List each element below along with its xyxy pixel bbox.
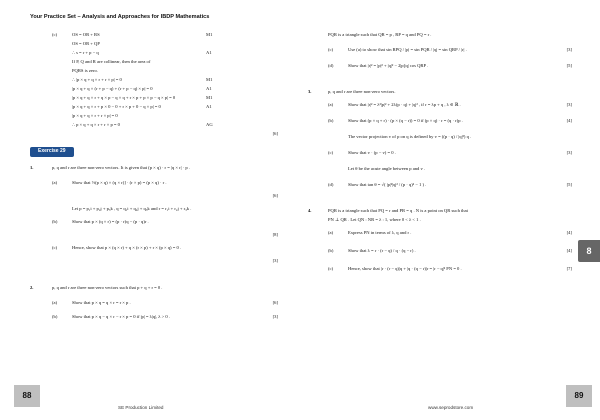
mark-label: [3] [272, 313, 278, 319]
question-part [308, 150, 572, 166]
question-part [30, 86, 278, 95]
question-part [30, 193, 278, 206]
question-part [308, 134, 572, 150]
part-label: (b) [328, 118, 334, 123]
mark-total: [6] [272, 131, 278, 136]
mark-label: [3] [566, 150, 572, 155]
part-text: PQRS is zero. [72, 68, 98, 73]
part-label: (c) [328, 266, 334, 271]
question-stem: PQR is a triangle such that PQ = r and PR = q . N is a point on QR such that [328, 208, 468, 213]
part-label: (b) [328, 248, 334, 253]
question-part [30, 50, 278, 59]
question-part [30, 68, 278, 77]
question-part [308, 47, 572, 63]
mark-label: [5] [566, 182, 572, 187]
question-number: 3. [308, 89, 312, 94]
part-label: (c) [328, 150, 334, 155]
question-part [308, 63, 572, 79]
question-part [30, 77, 278, 86]
question-part [30, 245, 278, 258]
question-part [30, 104, 278, 113]
part-text: Show that |r|² = |p|² + |q|² − 2|p||q| cos QRP . [348, 63, 429, 68]
mark-label: [8] [272, 231, 278, 237]
mark-label: M1 [206, 77, 213, 82]
page-header-title: Your Practice Set – Analysis and Approaches for IBDP Mathematics [30, 14, 210, 20]
mark-label: [3] [272, 257, 278, 263]
question-stem: PQR is a triangle such that QR = p , RP = q and PQ = r . [328, 32, 432, 37]
question-part [30, 300, 278, 314]
mark-label: [4] [566, 118, 572, 123]
page-number-left: 88 [14, 385, 40, 407]
question-part [308, 182, 572, 198]
part-text: Show that v · (p − v) = 0 . [348, 150, 396, 155]
mark-label: [5] [566, 63, 572, 68]
mark-label: A1 [206, 86, 212, 91]
part-text: |p × q + q × (r + p − q) + (r + p − q) × p| = 0 [72, 86, 153, 91]
question-part [30, 232, 278, 245]
part-text: Show that p × (q × r) = (p · r)q − (p · q)r . [72, 218, 149, 224]
page-number-right: 89 [566, 385, 592, 407]
part-label: (c) [52, 32, 58, 37]
part-label: (a) [52, 299, 58, 305]
question-part [30, 113, 278, 122]
part-text: ∴ |p × q + q × r + r × p| = 0 [72, 77, 122, 82]
mark-label: A1 [206, 50, 212, 55]
question-stem: p, q and r are three non-zero vectors such that p + q + r = 0 . [52, 284, 163, 290]
part-text: OS = OR + QP [72, 41, 100, 46]
question-part [30, 206, 278, 219]
part-label: (a) [52, 179, 58, 185]
right-page-content [308, 32, 572, 284]
part-label: (d) [328, 182, 334, 187]
question-part [30, 95, 278, 104]
question-part [308, 266, 572, 284]
part-label: (b) [52, 313, 58, 319]
question-number: 2. [30, 284, 34, 290]
left-page-content [30, 32, 278, 328]
part-text: Show that ½(p × q) × (q × r)] · (r × p) = (p × q) · r . [72, 179, 167, 185]
mark-label: [6] [272, 192, 278, 198]
part-text: Show that λ = r · (r − q) / q · (q − r) . [348, 248, 416, 253]
part-text: Let θ be the acute angle between p and v . [348, 166, 426, 171]
mark-label: [3] [566, 47, 572, 52]
part-text: Hence, show that p × (q × r) + q × (r × p) + r × (p × q) = 0 . [72, 244, 182, 250]
mark-label: [4] [566, 248, 572, 253]
exercise-label: Exercise 29 [30, 147, 74, 157]
question-part [308, 166, 572, 182]
part-text: Show that tan θ = √( |p|²|q|² / (p · q)² − 1 ) . [348, 182, 427, 187]
part-label: (a) [328, 102, 334, 107]
mark-label: [6] [272, 299, 278, 305]
part-text: |p × q + q × r + r × p| = 0 [72, 113, 118, 118]
part-text: Use (a) to show that sin RPQ / |p| = sin PQR / |q| = sin QRP / |r| . [348, 47, 467, 52]
part-label: (a) [328, 230, 334, 235]
part-label: (c) [52, 244, 58, 250]
mark-label: M1 [206, 32, 213, 37]
footer-left: SE Production Limited [118, 405, 164, 410]
part-text: Express PN in terms of λ, q and r . [348, 230, 412, 235]
part-text: ∴ s = r + p − q [72, 50, 99, 55]
part-text: Show that p × q = q × r = r × p . [72, 299, 131, 305]
question-part [30, 32, 278, 41]
mark-label: A1 [206, 104, 212, 109]
footer-right: www.seprodstore.com [428, 405, 474, 410]
question-part [308, 230, 572, 248]
part-text: The vector projection v of p on q is defined by v = ((p · q) / |q|²) q . [348, 134, 472, 139]
question-stem-continued: PN ⊥ QR . Let QN : NR = λ : 1, where 0 < λ < 1 . [328, 217, 421, 222]
part-text: Let p = p₁i + p₂j + p₃k , q = q₁i + q₂j + q₃k and r = r₁i + r₂j + r₃k . [72, 205, 192, 211]
part-text: Show that p × q − q × r − r × p = 0 if |p| = λ|q|, λ > 0 . [72, 313, 171, 319]
question-part [30, 219, 278, 232]
question-stem: p, q and r are three non-zero vectors. [328, 89, 396, 94]
part-label: (b) [52, 218, 58, 224]
mark-label: M1 [206, 95, 213, 100]
mark-label: [3] [566, 102, 572, 107]
part-text: ∴ p × q + q × r + r × p = 0 [72, 122, 120, 127]
question-number: 4. [308, 208, 312, 213]
question-part [30, 180, 278, 193]
part-label: (c) [328, 47, 334, 52]
part-text: Hence, show that |r · (r − q)|q + |q · (q − r)|r = |r − q|² PN = 0 . [348, 266, 462, 271]
question-part [308, 118, 572, 134]
question-part [30, 314, 278, 328]
question-stem: p, q and r are three non-zero vectors. It is given that (p × q) · r = |q × r| · p . [52, 164, 190, 170]
part-text: Show that (p × q + r) · (p × (q − r)) = 0 if (p × q) · r = (q · r)p . [348, 118, 463, 123]
part-label: (d) [328, 63, 334, 68]
part-text: |p × q + q × r + p × 0 − 0 + r × p + 0 − q × p| = 0 [72, 104, 161, 109]
question-part [30, 258, 278, 271]
question-part [308, 248, 572, 266]
question-part [30, 41, 278, 50]
part-text: Show that |r|² = λ²|p|² + 2λ(p · q) + |q|² , if r = λp + q , λ ∈ ℝ . [348, 102, 461, 107]
question-number: 1. [30, 164, 34, 170]
mark-label: [4] [566, 230, 572, 235]
mark-label: [7] [566, 266, 572, 271]
question-part [308, 102, 572, 118]
part-text: If P, Q and R are collinear, then the area of [72, 59, 151, 64]
chapter-tab: 8 [578, 240, 600, 262]
part-text: OS = OR + RS [72, 32, 100, 37]
question-part [30, 59, 278, 68]
part-text: |p × q + q × r + q × p − q × q + r × p + p × p − q × p| = 0 [72, 95, 176, 100]
mark-label: AG [206, 122, 213, 127]
question-part [30, 122, 278, 131]
